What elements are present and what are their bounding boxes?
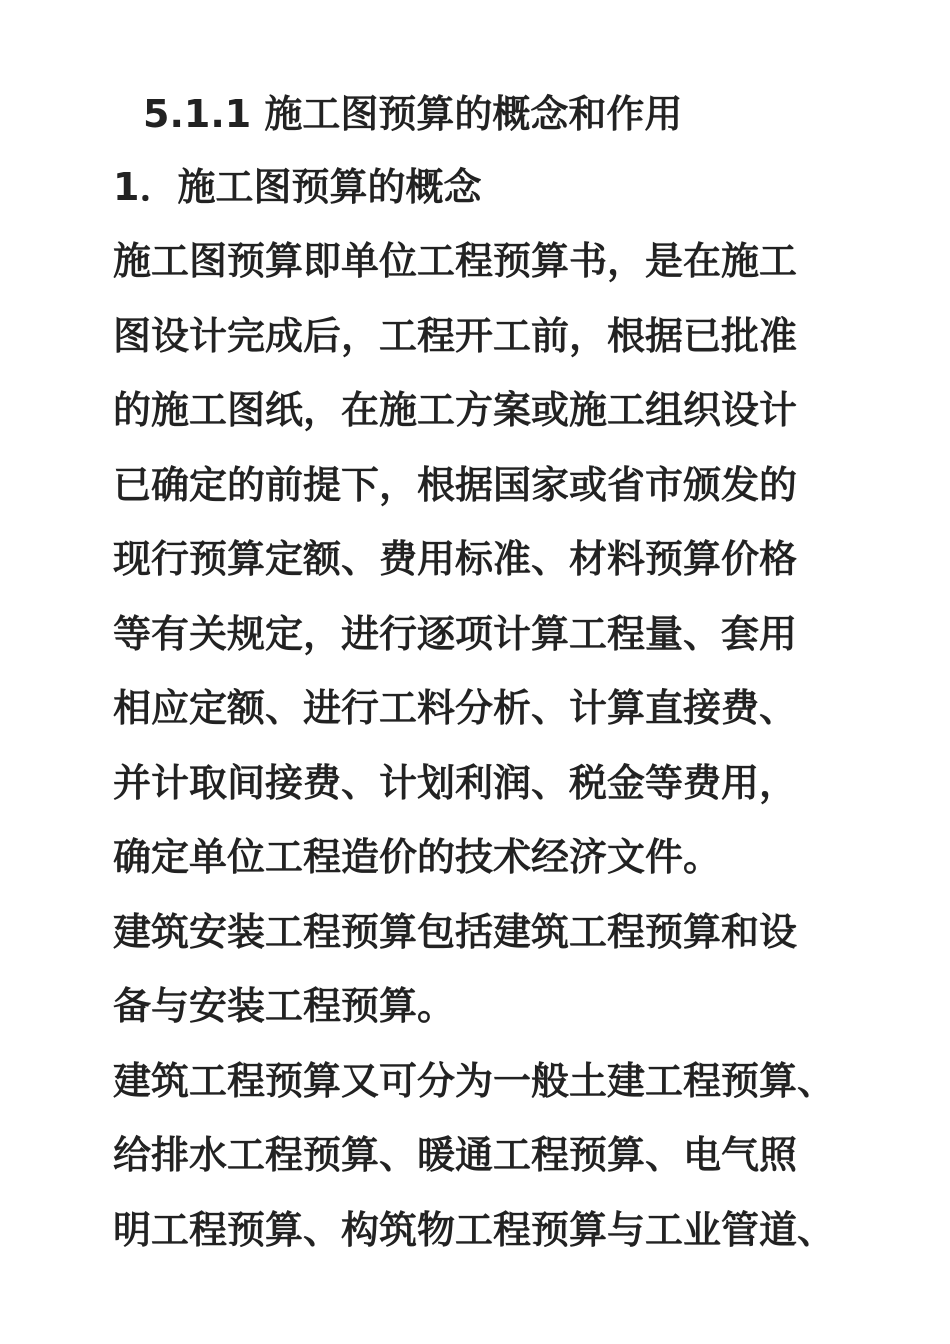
section-title: 5.1.1 施工图预算的概念和作用 [143,92,683,136]
paragraph-line: 现行预算定额、费用标准、材料预算价格 [113,537,798,581]
paragraph-line: 相应定额、进行工料分析、计算直接费、 [113,686,798,730]
paragraph-line: 备与安装工程预算。 [113,984,456,1028]
paragraph-line: 建筑安装工程预算包括建筑工程预算和设 [113,909,798,954]
subsection-title: 1．施工图预算的概念 [113,165,482,209]
paragraph-line: 施工图预算即单位工程预算书，是在施工 [113,239,798,283]
paragraph-line: 并计取间接费、计划利润、税金等费用， [113,760,798,805]
paragraph-line: 图设计完成后，工程开工前，根据已批准 [113,313,798,358]
paragraph-line: 给排水工程预算、暖通工程预算、电气照 [113,1133,798,1177]
paragraph-building-budget [113,1044,873,1268]
paragraph-line: 已确定的前提下，根据国家或省市颁发的 [113,462,798,507]
paragraph-line: 确定单位工程造价的技术经济文件。 [113,835,722,879]
paragraph-line: 的施工图纸，在施工方案或施工组织设计 [113,388,798,432]
paragraph-line: 明工程预算、构筑物工程预算与工业管道、 [113,1207,836,1252]
paragraph-installation-budget [113,895,873,1044]
paragraph-definition [113,224,873,895]
document-page [113,78,873,1267]
paragraph-line: 建筑工程预算又可分为一般土建工程预算、 [113,1058,836,1103]
paragraph-line: 等有关规定，进行逐项计算工程量、套用 [113,611,798,656]
